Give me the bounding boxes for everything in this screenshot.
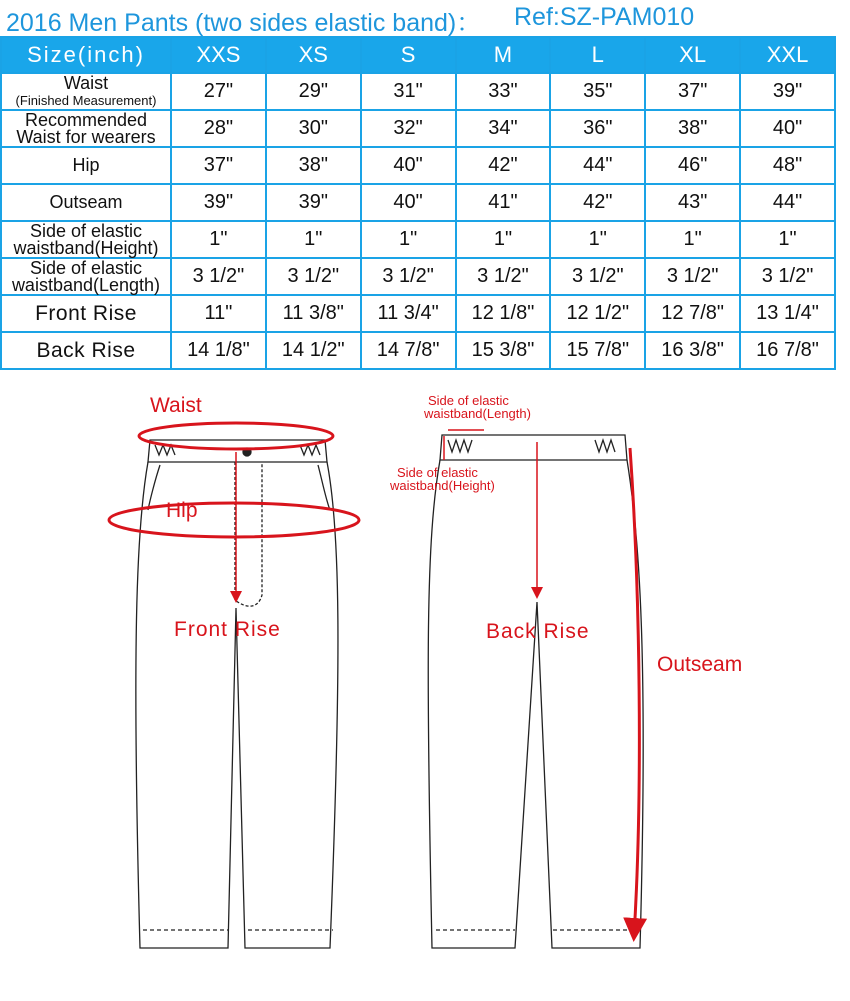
table-cell: 1" (171, 221, 266, 258)
elastic-height-label: waistband(Height) (390, 478, 495, 493)
table-row (1, 184, 835, 221)
outseam-label: Outseam (657, 653, 743, 676)
size-header-row (1, 37, 835, 73)
table-cell: 13 1/4" (740, 295, 835, 332)
row-label-sub: waistband(Length) (11, 274, 161, 295)
table-cell: 48" (740, 147, 835, 184)
table-cell: 32" (361, 110, 456, 147)
table-cell: 36" (550, 110, 645, 147)
size-header: XL (645, 37, 740, 73)
size-header: L (550, 37, 645, 73)
reference-code: Ref:SZ-PAM010 (514, 3, 695, 31)
size-header: M (456, 37, 551, 73)
table-cell: 37" (171, 147, 266, 184)
elastic-height-label: Side of elastic (397, 465, 478, 480)
table-cell: 1" (740, 221, 835, 258)
table-row (1, 258, 835, 295)
table-cell: 46" (645, 147, 740, 184)
row-label (1, 295, 171, 332)
table-cell: 14 7/8" (361, 332, 456, 369)
size-table (0, 36, 836, 370)
row-label (1, 332, 171, 369)
table-cell: 3 1/2" (456, 258, 551, 295)
table-cell: 27" (171, 73, 266, 110)
table-cell: 41" (456, 184, 551, 221)
table-cell: 40" (740, 110, 835, 147)
table-cell: 31" (361, 73, 456, 110)
table-row (1, 147, 835, 184)
row-label-main: Back Rise (36, 339, 136, 362)
table-cell: 16 7/8" (740, 332, 835, 369)
table-cell: 12 1/2" (550, 295, 645, 332)
table-cell: 11 3/8" (266, 295, 361, 332)
table-cell: 38" (266, 147, 361, 184)
table-row (1, 73, 835, 110)
table-cell: 11" (171, 295, 266, 332)
row-label-main: Side of elastic (29, 257, 143, 278)
table-cell: 11 3/4" (361, 295, 456, 332)
table-cell: 33" (456, 73, 551, 110)
table-cell: 3 1/2" (645, 258, 740, 295)
table-cell: 1" (361, 221, 456, 258)
table-cell: 15 3/8" (456, 332, 551, 369)
back-pants-drawing (428, 435, 643, 948)
table-cell: 16 3/8" (645, 332, 740, 369)
size-header: XXL (740, 37, 835, 73)
table-cell: 43" (645, 184, 740, 221)
row-label (1, 73, 171, 110)
header (0, 0, 850, 36)
back-rise-label: Back Rise (486, 620, 590, 643)
table-cell: 1" (266, 221, 361, 258)
row-label-main: Waist (63, 72, 109, 93)
table-row (1, 221, 835, 258)
row-label-main: Side of elastic (29, 220, 143, 241)
waist-label: Waist (150, 394, 202, 417)
table-cell: 1" (456, 221, 551, 258)
table-cell: 12 7/8" (645, 295, 740, 332)
table-cell: 15 7/8" (550, 332, 645, 369)
page-title: 2016 Men Pants (two sides elastic band)： (6, 9, 482, 37)
pants-diagram (0, 370, 850, 1001)
table-cell: 3 1/2" (550, 258, 645, 295)
table-row (1, 295, 835, 332)
table-cell: 35" (550, 73, 645, 110)
table-cell: 3 1/2" (740, 258, 835, 295)
table-cell: 14 1/8" (171, 332, 266, 369)
row-label (1, 110, 171, 147)
row-label (1, 147, 171, 184)
table-cell: 38" (645, 110, 740, 147)
table-cell: 44" (740, 184, 835, 221)
table-cell: 14 1/2" (266, 332, 361, 369)
row-label-main: Hip (72, 155, 100, 175)
row-label-sub: Waist for wearers (16, 126, 156, 147)
size-header: XXS (171, 37, 266, 73)
row-label-sub: (Finished Measurement) (15, 92, 157, 108)
row-label (1, 258, 171, 295)
table-cell: 3 1/2" (266, 258, 361, 295)
table-cell: 37" (645, 73, 740, 110)
row-label-main: Outseam (49, 192, 123, 212)
row-label-main: Front Rise (35, 302, 137, 325)
table-cell: 40" (361, 147, 456, 184)
table-cell: 39" (266, 184, 361, 221)
front-rise-label: Front Rise (174, 618, 281, 641)
table-row (1, 332, 835, 369)
table-cell: 3 1/2" (171, 258, 266, 295)
table-cell: 12 1/8" (456, 295, 551, 332)
table-cell: 29" (266, 73, 361, 110)
row-label (1, 184, 171, 221)
elastic-length-label: waistband(Length) (424, 406, 531, 421)
size-header: XS (266, 37, 361, 73)
table-cell: 34" (456, 110, 551, 147)
row-label-sub: waistband(Height) (13, 237, 159, 258)
table-cell: 1" (550, 221, 645, 258)
row-label (1, 221, 171, 258)
elastic-length-label: Side of elastic (428, 393, 509, 408)
table-cell: 3 1/2" (361, 258, 456, 295)
hip-label: Hip (166, 499, 198, 522)
table-cell: 44" (550, 147, 645, 184)
table-cell: 39" (171, 184, 266, 221)
table-cell: 39" (740, 73, 835, 110)
row-label-main: Recommended (24, 109, 148, 130)
size-header-label: Size(inch) (1, 37, 171, 73)
table-cell: 42" (456, 147, 551, 184)
table-cell: 28" (171, 110, 266, 147)
table-cell: 42" (550, 184, 645, 221)
table-row (1, 110, 835, 147)
table-cell: 40" (361, 184, 456, 221)
table-cell: 1" (645, 221, 740, 258)
table-cell: 30" (266, 110, 361, 147)
size-header: S (361, 37, 456, 73)
